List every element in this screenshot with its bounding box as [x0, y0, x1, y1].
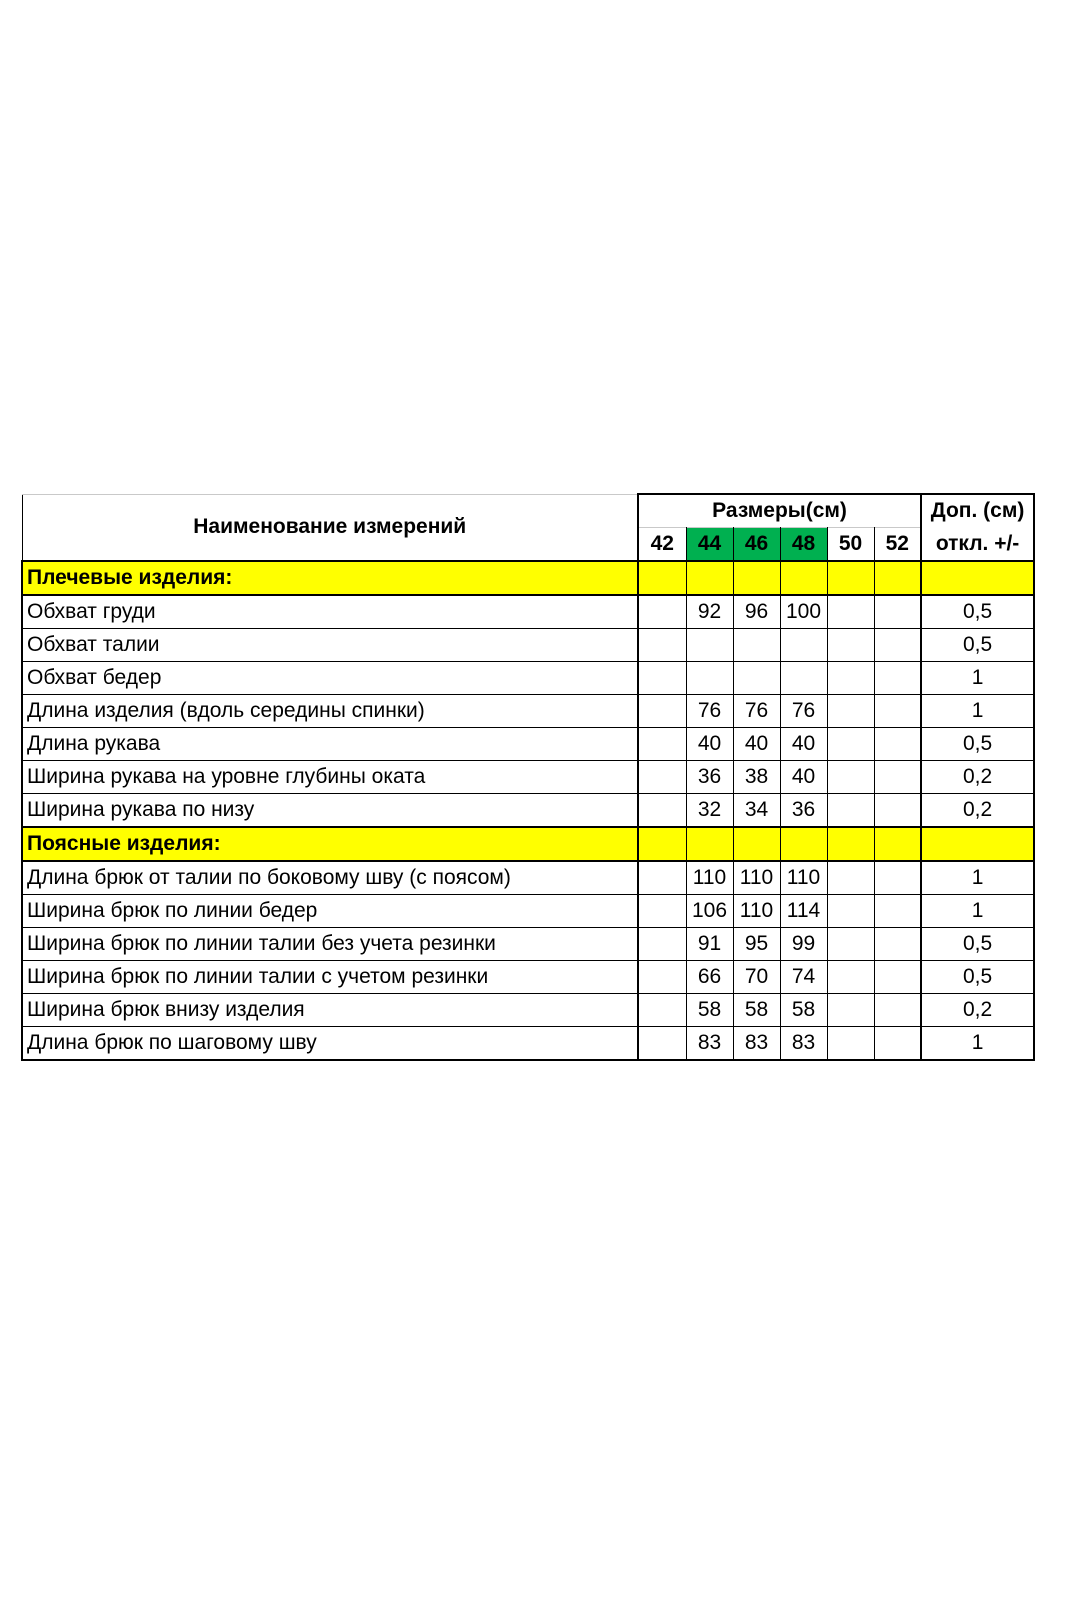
- tolerance-value: 0,2: [921, 994, 1034, 1027]
- size-value-42: [638, 861, 686, 895]
- size-value-48: 114: [780, 895, 827, 928]
- table-body: [22, 561, 1034, 1060]
- section-empty-cell: [638, 827, 686, 861]
- table-row: [22, 961, 1034, 994]
- size-value-50: [827, 695, 874, 728]
- table-row: [22, 861, 1034, 895]
- table-row: [22, 629, 1034, 662]
- size-value-44: 91: [686, 928, 733, 961]
- size-value-42: [638, 662, 686, 695]
- size-value-48: 100: [780, 595, 827, 629]
- section-empty-cell: [733, 827, 780, 861]
- size-value-46: [733, 662, 780, 695]
- section-empty-cell: [921, 827, 1034, 861]
- size-value-42: [638, 595, 686, 629]
- size-value-50: [827, 794, 874, 828]
- tolerance-value: 0,5: [921, 928, 1034, 961]
- size-value-46: 58: [733, 994, 780, 1027]
- size-header-48: 48: [780, 528, 827, 562]
- size-value-46: 34: [733, 794, 780, 828]
- measurement-name: Обхват груди: [22, 595, 638, 629]
- size-value-46: 38: [733, 761, 780, 794]
- section-title: Поясные изделия:: [22, 827, 638, 861]
- size-value-52: [874, 928, 921, 961]
- size-value-44: 106: [686, 895, 733, 928]
- size-value-44: 32: [686, 794, 733, 828]
- section-empty-cell: [733, 561, 780, 595]
- size-value-52: [874, 895, 921, 928]
- tolerance-header-line1: Доп. (см): [921, 494, 1034, 528]
- size-value-50: [827, 895, 874, 928]
- measurement-name: Ширина брюк внизу изделия: [22, 994, 638, 1027]
- size-header-44: 44: [686, 528, 733, 562]
- section-title: Плечевые изделия:: [22, 561, 638, 595]
- size-value-48: 83: [780, 1027, 827, 1061]
- tolerance-value: 1: [921, 1027, 1034, 1061]
- size-header-52: 52: [874, 528, 921, 562]
- size-header-46: 46: [733, 528, 780, 562]
- size-value-52: [874, 595, 921, 629]
- section-empty-cell: [921, 561, 1034, 595]
- measurement-name: Длина изделия (вдоль середины спинки): [22, 695, 638, 728]
- table-row: [22, 1027, 1034, 1061]
- size-value-46: 83: [733, 1027, 780, 1061]
- section-empty-cell: [874, 561, 921, 595]
- measurement-name: Ширина рукава на уровне глубины оката: [22, 761, 638, 794]
- tolerance-value: 1: [921, 662, 1034, 695]
- size-value-48: 110: [780, 861, 827, 895]
- size-value-42: [638, 794, 686, 828]
- size-value-52: [874, 695, 921, 728]
- size-chart-table: [21, 493, 1035, 1061]
- size-value-42: [638, 728, 686, 761]
- size-value-50: [827, 961, 874, 994]
- table-row: [22, 794, 1034, 828]
- size-value-42: [638, 895, 686, 928]
- table-row: [22, 994, 1034, 1027]
- size-value-44: [686, 662, 733, 695]
- size-value-52: [874, 1027, 921, 1061]
- size-value-46: 110: [733, 895, 780, 928]
- section-empty-cell: [780, 561, 827, 595]
- size-value-48: 76: [780, 695, 827, 728]
- tolerance-value: 1: [921, 695, 1034, 728]
- measurement-name: Длина брюк по шаговому шву: [22, 1027, 638, 1061]
- size-value-42: [638, 761, 686, 794]
- tolerance-value: 1: [921, 895, 1034, 928]
- size-header-50: 50: [827, 528, 874, 562]
- section-row: [22, 827, 1034, 861]
- measurement-name: Ширина брюк по линии бедер: [22, 895, 638, 928]
- size-value-44: 110: [686, 861, 733, 895]
- measurement-name: Ширина брюк по линии талии с учетом резинки: [22, 961, 638, 994]
- size-value-42: [638, 1027, 686, 1061]
- size-value-48: 58: [780, 994, 827, 1027]
- tolerance-header-line2: откл. +/-: [921, 528, 1034, 562]
- size-value-52: [874, 728, 921, 761]
- size-value-50: [827, 994, 874, 1027]
- size-value-52: [874, 629, 921, 662]
- size-value-50: [827, 928, 874, 961]
- table-row: [22, 928, 1034, 961]
- table-row: [22, 662, 1034, 695]
- size-value-42: [638, 928, 686, 961]
- size-value-48: 74: [780, 961, 827, 994]
- size-value-50: [827, 1027, 874, 1061]
- sizes-header: Размеры(см): [638, 494, 921, 528]
- size-value-46: 96: [733, 595, 780, 629]
- table-row: [22, 761, 1034, 794]
- size-value-44: 76: [686, 695, 733, 728]
- table-row: [22, 895, 1034, 928]
- size-value-42: [638, 994, 686, 1027]
- size-value-52: [874, 861, 921, 895]
- size-header-42: 42: [638, 528, 686, 562]
- measurement-name: Длина рукава: [22, 728, 638, 761]
- tolerance-value: 0,5: [921, 629, 1034, 662]
- measurement-name-header: Наименование измерений: [22, 494, 638, 561]
- size-value-48: [780, 629, 827, 662]
- size-value-46: 70: [733, 961, 780, 994]
- section-row: [22, 561, 1034, 595]
- tolerance-value: 0,5: [921, 961, 1034, 994]
- section-empty-cell: [638, 561, 686, 595]
- tolerance-value: 1: [921, 861, 1034, 895]
- tolerance-value: 0,2: [921, 761, 1034, 794]
- measurement-name: Ширина рукава по низу: [22, 794, 638, 828]
- section-empty-cell: [686, 561, 733, 595]
- size-value-44: [686, 629, 733, 662]
- size-value-46: [733, 629, 780, 662]
- size-value-48: 40: [780, 761, 827, 794]
- size-value-52: [874, 662, 921, 695]
- measurement-name: Обхват талии: [22, 629, 638, 662]
- measurement-name: Длина брюк от талии по боковому шву (с поясом): [22, 861, 638, 895]
- size-value-52: [874, 761, 921, 794]
- size-value-50: [827, 761, 874, 794]
- size-value-44: 66: [686, 961, 733, 994]
- size-value-48: 40: [780, 728, 827, 761]
- section-empty-cell: [874, 827, 921, 861]
- size-value-48: 99: [780, 928, 827, 961]
- measurement-name: Ширина брюк по линии талии без учета резинки: [22, 928, 638, 961]
- size-value-50: [827, 595, 874, 629]
- size-value-46: 95: [733, 928, 780, 961]
- table-row: [22, 595, 1034, 629]
- header-row-top: [22, 494, 1034, 528]
- size-value-50: [827, 861, 874, 895]
- size-value-46: 40: [733, 728, 780, 761]
- size-value-42: [638, 695, 686, 728]
- size-value-42: [638, 629, 686, 662]
- section-empty-cell: [780, 827, 827, 861]
- tolerance-value: 0,5: [921, 595, 1034, 629]
- size-value-52: [874, 794, 921, 828]
- size-value-44: 36: [686, 761, 733, 794]
- tolerance-value: 0,5: [921, 728, 1034, 761]
- size-value-46: 76: [733, 695, 780, 728]
- size-value-50: [827, 728, 874, 761]
- size-value-50: [827, 629, 874, 662]
- size-value-44: 58: [686, 994, 733, 1027]
- size-value-48: 36: [780, 794, 827, 828]
- table-row: [22, 728, 1034, 761]
- size-value-44: 40: [686, 728, 733, 761]
- tolerance-value: 0,2: [921, 794, 1034, 828]
- size-value-50: [827, 662, 874, 695]
- section-empty-cell: [686, 827, 733, 861]
- size-value-44: 92: [686, 595, 733, 629]
- measurement-name: Обхват бедер: [22, 662, 638, 695]
- table-row: [22, 695, 1034, 728]
- size-value-52: [874, 961, 921, 994]
- size-value-52: [874, 994, 921, 1027]
- size-value-42: [638, 961, 686, 994]
- section-empty-cell: [827, 561, 874, 595]
- size-value-46: 110: [733, 861, 780, 895]
- size-value-48: [780, 662, 827, 695]
- size-value-44: 83: [686, 1027, 733, 1061]
- section-empty-cell: [827, 827, 874, 861]
